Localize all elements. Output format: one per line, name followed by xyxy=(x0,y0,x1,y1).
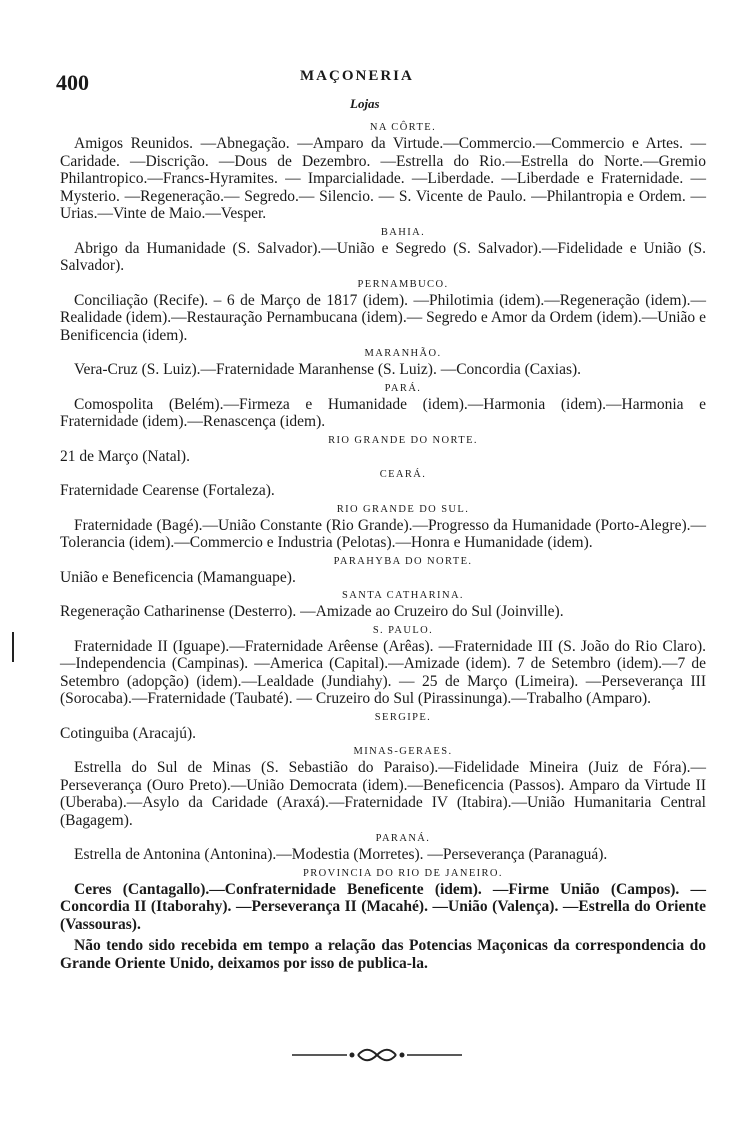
section-heading: BAHIA. xyxy=(380,226,426,238)
section-heading: SERGIPE. xyxy=(374,711,432,723)
closing-note: Não tendo sido recebida em tempo a relação das Potencias Maçonicas da correspondencia do Grande Oriente Unido, deixamos por isso de publica-la. xyxy=(60,937,706,972)
section-minas-geraes xyxy=(60,745,706,829)
section-heading: SANTA CATHARINA. xyxy=(342,590,464,601)
section-heading: MARANHÃO. xyxy=(364,348,442,359)
section-para xyxy=(60,382,706,431)
section-heading: PARANÁ. xyxy=(375,833,431,844)
section-heading: CEARÁ. xyxy=(379,469,427,480)
section-text: Estrella de Antonina (Antonina).—Modestia (Morretes). —Perseverança (Paranaguá). xyxy=(74,846,608,863)
section-text: Ceres (Cantagallo).—Confraternidade Beneficente (idem). —Firme União (Campos). — Concordia II (Itaborahy). —Perseverança II (Macahé). —União (Valença). —Estrella do Oriente (Vassouras). xyxy=(60,880,706,933)
section-heading: S. PAULO. xyxy=(372,624,434,636)
section-provincia-rio-de-janeiro xyxy=(60,867,706,934)
margin-mark xyxy=(12,632,14,662)
running-title: MAÇONERIA xyxy=(300,68,414,84)
section-heading: MINAS-GERAES. xyxy=(353,746,453,757)
section-text: Regeneração Catharinense (Desterro). —Amizade ao Cruzeiro do Sul (Joinville). xyxy=(60,603,564,620)
section-rio-grande-do-sul xyxy=(60,503,706,552)
section-text: Conciliação (Recife). – 6 de Março de 1817 (idem). —Philotimia (idem).—Regeneração (idem).—Realidade (idem).—Restauração Pernambucana (idem).— Segredo e Amor da Ordem (idem).—União e Benificencia (idem). xyxy=(60,291,706,344)
page-number: 400 xyxy=(56,70,89,95)
section-rio-grande-do-norte xyxy=(60,434,706,466)
section-sergipe xyxy=(60,711,706,743)
section-ceara xyxy=(60,468,706,500)
section-text: Cotinguiba (Aracajú). xyxy=(60,724,197,742)
ornament-divider-icon xyxy=(292,1047,462,1063)
section-text: Fraternidade II (Iguape).—Fraternidade Arêense (Arêas). —Fraternidade III (S. João do Rio Claro).—Independencia (Campinas). —America (Capital).—Amizade (idem). 7 de Setembro (idem).—7 de Setembro (adopção) (idem).—Lealdade (Jundiahy). — 25 de Março (Limeira). —Perseverança III (Sorocaba).—Fraternidade (Taubaté). — Cruzeiro do Sul (Pirassinunga).—Trabalho (Amparo). xyxy=(60,637,706,707)
section-text: Fraternidade (Bagé).—União Constante (Rio Grande).—Progresso da Humanidade (Porto-Alegre).—Tolerancia (idem).—Commercio e Industria (Pelotas).—Honra e Humanidade (idem). xyxy=(60,516,706,551)
section-text: Amigos Reunidos. —Abnegação. —Amparo da Virtude.—Commercio.—Commercio e Artes. —Caridade. —Discrição. —Dous de Dezembro. —Estrella do Rio.—Estrella do Norte.—Gremio Philantropico.—Francs-Hyramites. — Imparcialidade. —Liberdade. —Liberdade e Fraternidade. —Mysterio. —Regeneração.— Segredo.— Silencio. — S. Vicente de Paulo. —Philantropia e Ordem. —Urias.—Vinte de Maio.—Vesper. xyxy=(60,135,706,222)
lodge-list xyxy=(60,118,706,988)
section-text: 21 de Março (Natal). xyxy=(60,447,190,465)
section-text: Comospolita (Belém).—Firmeza e Humanidade (idem).—Harmonia (idem).—Harmonia e Fraternidade (idem).—Renascença (idem). xyxy=(60,395,706,430)
section-heading: RIO GRANDE DO SUL. xyxy=(336,503,470,515)
section-s-paulo xyxy=(60,624,706,708)
section-text: Estrella do Sul de Minas (S. Sebastião do Paraiso).—Fidelidade Mineira (Juiz de Fóra).—Perseverança (Ouro Preto).—União Democrata (idem).—Beneficencia (Passos). Amparo da Virtude II (Uberaba).—Asylo da Caridade (Araxá).—Fraternidade IV (Itabira).—União Humanitaria Central (Bagagem). xyxy=(60,759,706,829)
section-heading: PERNAMBUCO. xyxy=(357,278,449,290)
section-heading: PARÁ. xyxy=(384,382,422,394)
section-heading: PARAHYBA DO NORTE. xyxy=(333,555,473,567)
section-pernambuco xyxy=(60,278,706,345)
section-heading: RIO GRANDE DO NORTE. xyxy=(328,434,478,446)
section-heading: PROVINCIA DO RIO DE JANEIRO. xyxy=(303,867,503,879)
section-text: Fraternidade Cearense (Fortaleza). xyxy=(60,482,275,499)
section-bahia xyxy=(60,226,706,275)
section-parana xyxy=(60,832,706,864)
section-text: Abrigo da Humanidade (S. Salvador).—União e Segredo (S. Salvador).—Fidelidade e União (S. Salvador). xyxy=(60,239,706,274)
section-title: Lojas xyxy=(350,96,380,111)
section-parahyba-do-norte xyxy=(60,555,706,587)
section-text: União e Beneficencia (Mamanguape). xyxy=(60,568,296,586)
section-santa-catharina xyxy=(60,589,706,621)
section-heading: NA CÔRTE. xyxy=(369,122,437,133)
section-na-corte xyxy=(60,121,706,223)
section-maranhao xyxy=(60,347,706,379)
section-text: Vera-Cruz (S. Luiz).—Fraternidade Maranhense (S. Luiz). —Concordia (Caxias). xyxy=(74,361,582,378)
